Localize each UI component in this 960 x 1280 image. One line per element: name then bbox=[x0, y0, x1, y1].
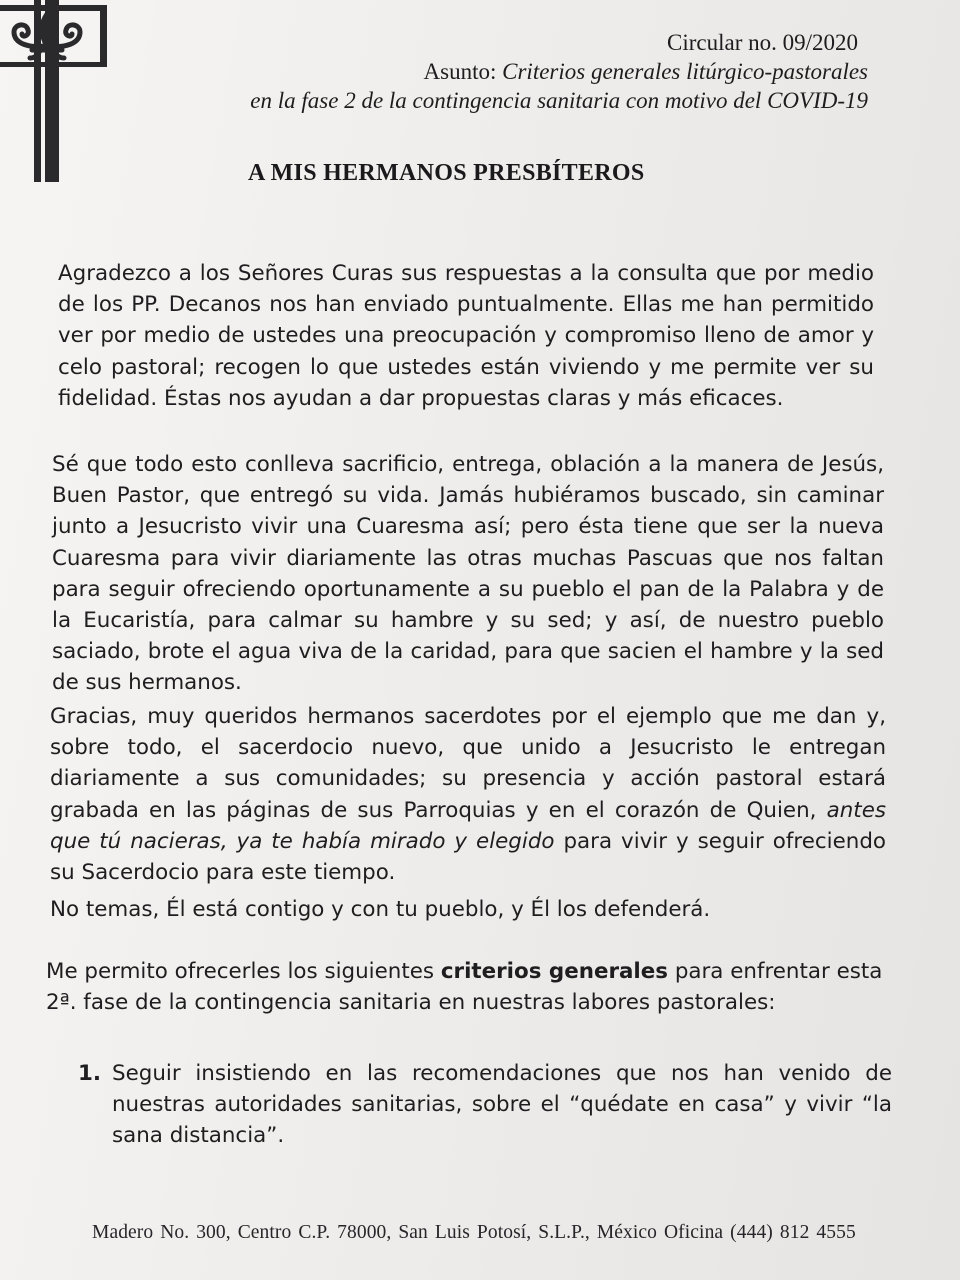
criteria-list bbox=[78, 1058, 892, 1152]
list-item-number: 1. bbox=[78, 1061, 102, 1086]
subject-text-line1: Criterios generales litúrgico-pastorales bbox=[502, 59, 868, 84]
list-item bbox=[78, 1058, 892, 1152]
paragraph-thanks-start: Gracias, muy queridos hermanos sacerdotes por el ejemplo que me dan y, sobre todo, el sacerdocio nuevo, que unido a Jesucristo le entregan diariamente a sus comunidades; su presencia y acción pastoral estará grabada en las páginas de sus Parroquias y en el corazón de Quien, bbox=[50, 704, 886, 823]
paragraph-criteria-bold: criterios generales bbox=[440, 959, 669, 984]
page-title: A MIS HERMANOS PRESBÍTEROS bbox=[248, 160, 645, 186]
paragraph-thanks-end: para vivir y seguir ofreciendo su Sacerdocio para este tiempo. bbox=[50, 828, 886, 886]
paragraph-criteria-end: para enfrentar esta 2ª. fase de la contingencia sanitaria en nuestras labores pastorales: bbox=[46, 959, 883, 1016]
cross-fleur-de-lis-logo bbox=[0, 0, 115, 182]
paragraph-gratitude: Agradezco a los Señores Curas sus respuestas a la consulta que por medio de los PP. Decanos nos han enviado puntualmente. Ellas me han permitido ver por medio de ustedes una preocupación y compromiso lleno de amor y celo pastoral; recogen lo que ustedes están viviendo y me permite ver su fidelidad. Éstas nos ayudan a dar propuestas claras y más eficaces. bbox=[58, 261, 874, 411]
list-item-text: Seguir insistiendo en las recomendaciones que nos han venido de nuestras autoridades sanitarias, sobre el “quédate en casa” y vivir “la sana distancia”. bbox=[112, 1061, 892, 1149]
paragraph-do-not-fear: No temas, Él está contigo y con tu pueblo, y Él los defenderá. bbox=[50, 897, 711, 922]
paragraph-sacrifice: Sé que todo esto conlleva sacrificio, entrega, oblación a la manera de Jesús, Buen Pastor, que entregó su vida. Jamás hubiéramos buscado, sin caminar junto a Jesucristo vivir una Cuaresma así; pero ésta tiene que ser la nueva Cuaresma para vivir diariamente las otras muchas Pascuas que nos faltan para seguir ofreciendo oportunamente a su pueblo el pan de la Palabra y de la Eucaristía, para calmar su hambre y su sed; y así, de nuestro pueblo saciado, brote el agua viva de la caridad, para que sacien el hambre y la sed de sus hermanos. bbox=[52, 452, 884, 696]
paragraph-thanks-priests bbox=[50, 701, 886, 888]
paragraph-criteria-start: Me permito ofrecerles los siguientes bbox=[46, 959, 441, 984]
subject-line bbox=[250, 57, 868, 86]
paragraph-criteria-intro bbox=[46, 956, 892, 1018]
circular-header bbox=[250, 28, 868, 115]
subject-text-line2: en la fase 2 de la contingencia sanitaria con motivo del COVID-19 bbox=[250, 88, 868, 113]
paragraph-thanks-quote: antes que tú nacieras, ya te había mirado y elegido bbox=[50, 797, 886, 854]
footer-address: Madero No. 300, Centro C.P. 78000, San Luis Potosí, S.L.P., México Oficina (444) 812 4555 bbox=[92, 1222, 856, 1243]
subject-label: Asunto: bbox=[423, 59, 497, 84]
circular-number: Circular no. 09/2020 bbox=[667, 30, 858, 55]
